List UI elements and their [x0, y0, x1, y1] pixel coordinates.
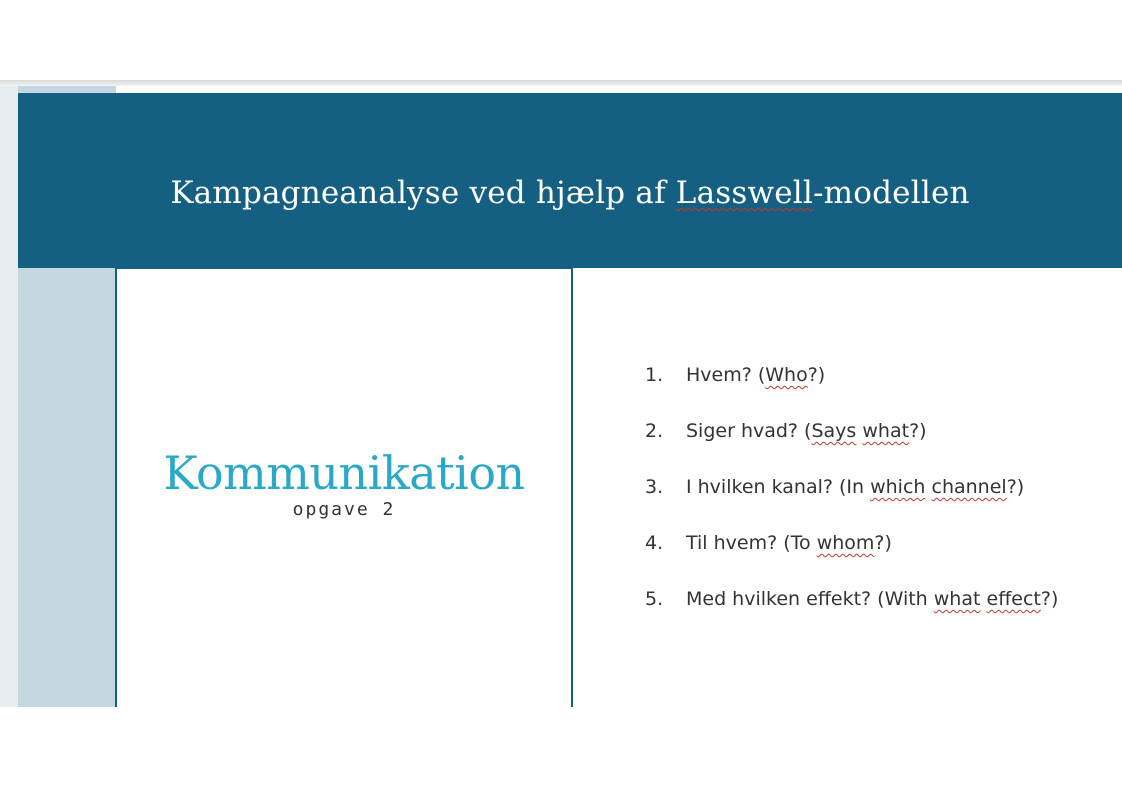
slide-title[interactable] — [18, 173, 1122, 213]
slide-title-text: Kampagneanalyse ved hjælp af — [170, 175, 676, 211]
card-title[interactable]: Kommunikation — [163, 446, 525, 500]
question-text-part: ?) — [874, 532, 892, 554]
question-number: 1. — [645, 364, 664, 386]
slide-header — [18, 93, 1122, 268]
slide-title-text-end: -modellen — [813, 175, 970, 211]
question-text-part: Siger hvad? ( — [686, 420, 812, 442]
spellcheck-word[interactable]: what — [862, 420, 910, 442]
question-item[interactable] — [645, 476, 1058, 532]
question-item[interactable] — [645, 588, 1058, 644]
question-text-part: Med hvilken effekt? (With — [686, 588, 934, 610]
question-text-part: ?) — [807, 364, 826, 386]
question-text — [686, 364, 825, 386]
question-number: 2. — [645, 420, 664, 442]
spellcheck-word[interactable]: which — [870, 476, 926, 498]
card-subtitle[interactable]: opgave 2 — [292, 499, 396, 520]
spellcheck-word[interactable]: what — [933, 588, 981, 610]
question-text-part: I hvilken kanal? (In — [686, 476, 871, 498]
question-text-part: ?) — [1040, 588, 1059, 610]
question-text-part: Hvem? ( — [686, 364, 766, 386]
question-list[interactable] — [645, 364, 1058, 644]
question-text — [686, 420, 927, 442]
question-text-part: Til hvem? (To — [686, 532, 817, 554]
slide-title-spellcheck-word[interactable]: Lasswell — [675, 175, 813, 211]
question-text-part: ?) — [909, 420, 927, 442]
question-number: 4. — [645, 532, 664, 554]
slide-left-gutter — [0, 86, 18, 707]
question-item[interactable] — [645, 364, 1058, 420]
question-item[interactable] — [645, 420, 1058, 476]
spellcheck-word[interactable]: whom — [816, 532, 875, 554]
spellcheck-word[interactable]: Says — [811, 420, 857, 442]
question-number: 5. — [645, 588, 664, 610]
question-text — [686, 476, 1024, 498]
question-number: 3. — [645, 476, 664, 498]
spellcheck-word[interactable]: effect — [986, 588, 1041, 610]
question-text — [686, 588, 1058, 610]
question-item[interactable] — [645, 532, 1058, 588]
spellcheck-word[interactable]: Who — [765, 364, 808, 386]
question-text-part: ?) — [1006, 476, 1025, 498]
title-card — [115, 268, 573, 707]
spellcheck-word[interactable]: channel — [931, 476, 1007, 498]
question-text — [686, 532, 892, 554]
slide-canvas[interactable] — [0, 86, 1122, 707]
